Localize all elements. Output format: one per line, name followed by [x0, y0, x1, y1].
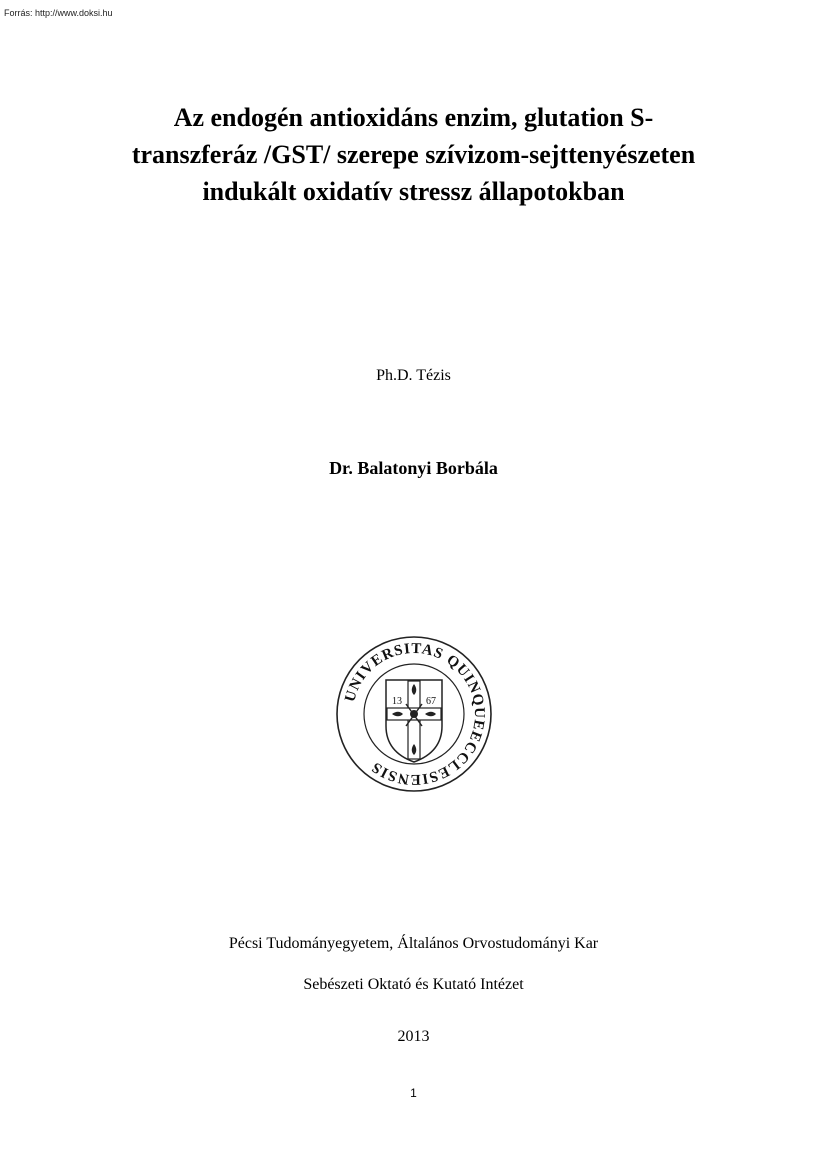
- publication-year: 2013: [397, 1028, 430, 1045]
- page-number: 1: [410, 1086, 417, 1100]
- university-seal: [334, 634, 494, 794]
- seal-graphic: [334, 634, 494, 794]
- department: Sebészeti Oktató és Kutató Intézet: [303, 976, 524, 993]
- seal-outer-text: UNIVERSITAS QUINQUEECCLESIENSIS: [342, 640, 488, 788]
- title-line-2: transzferáz /GST/ szerepe szívizom-sejttenyészeten: [131, 140, 696, 169]
- seal-year-left: 13: [392, 696, 402, 707]
- institution: Pécsi Tudományegyetem, Általános Orvostudományi Kar: [228, 935, 599, 952]
- thesis-type: Ph.D. Tézis: [376, 367, 451, 384]
- document-title: [60, 99, 767, 210]
- title-line-1: Az endogén antioxidáns enzim, glutation S-: [173, 103, 654, 132]
- source-note: Forrás: http://www.doksi.hu: [4, 8, 113, 18]
- title-line-3: indukált oxidatív stressz állapotokban: [202, 177, 625, 206]
- author-name: Dr. Balatonyi Borbála: [329, 458, 498, 478]
- seal-year-right: 67: [426, 696, 436, 707]
